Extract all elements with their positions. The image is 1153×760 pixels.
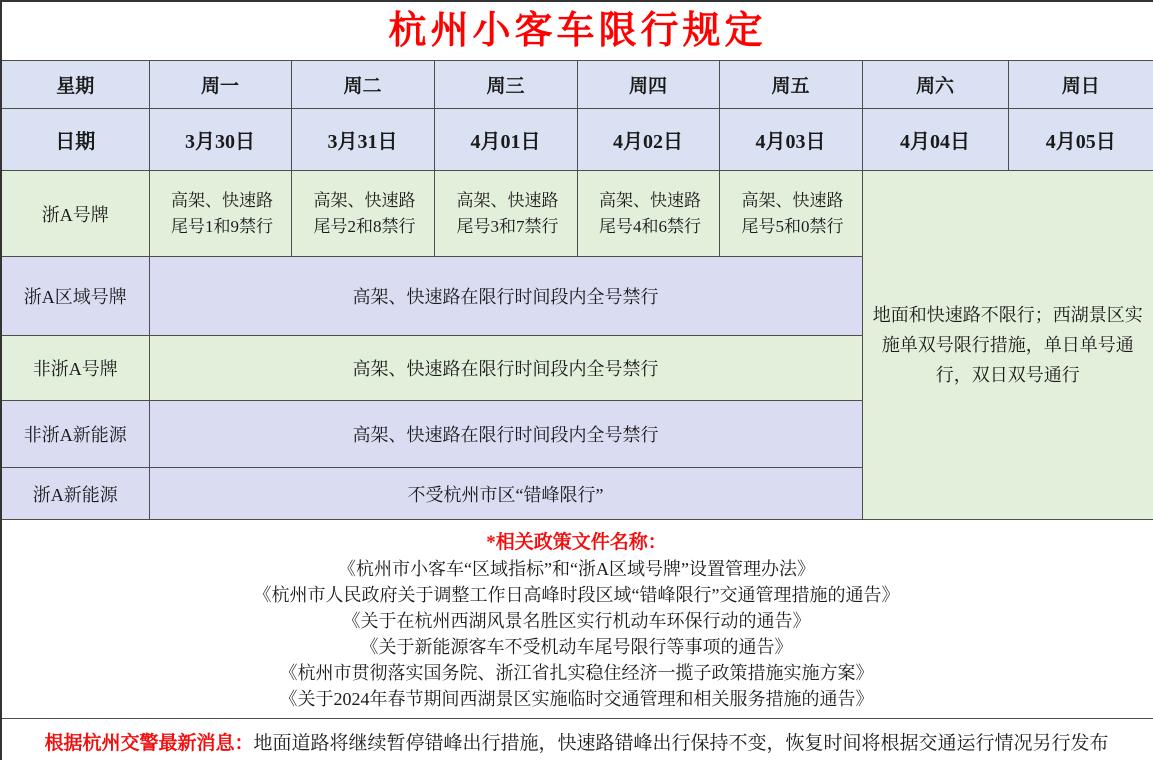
policy-item: 《杭州市小客车“区域指标”和“浙A区域号牌”设置管理办法》: [338, 559, 815, 579]
tail-cell-line: 高架、快速路: [171, 190, 273, 210]
tail-cell-wed: [434, 171, 577, 257]
tail-cell-line: 尾号1和9禁行: [171, 216, 273, 236]
date-wed: 4月01日: [434, 109, 577, 171]
date-thu: 4月02日: [577, 109, 719, 171]
tail-cell-line: 尾号4和6禁行: [599, 216, 701, 236]
row-label-non-zhea: 非浙A号牌: [1, 336, 149, 401]
tail-cell-mon: [149, 171, 291, 257]
title-cell: [1, 1, 1153, 61]
rule-cell-non-zhea-nev: 高架、快速路在限行时间段内全号禁行: [149, 401, 862, 468]
date-mon: 3月30日: [149, 109, 291, 171]
rule-cell-zhea-regional: 高架、快速路在限行时间段内全号禁行: [149, 257, 862, 336]
tail-cell-line: 尾号5和0禁行: [741, 216, 844, 236]
tail-cell-line: 尾号3和7禁行: [456, 216, 559, 236]
rule-cell-non-zhea: 高架、快速路在限行时间段内全号禁行: [149, 336, 862, 401]
row-zhea-plate: [1, 171, 1153, 257]
tail-cell-line: 高架、快速路: [599, 190, 701, 210]
page-title: 杭州小客车限行规定: [388, 10, 767, 52]
title-row: [1, 1, 1153, 61]
policy-section-row: [1, 520, 1153, 719]
tail-cell-tue: [291, 171, 434, 257]
row-label-zhea-nev: 浙A新能源: [1, 468, 149, 520]
date-header-label: 日期: [1, 109, 149, 171]
weekday-header-label: 星期: [1, 61, 149, 109]
date-tue: 3月31日: [291, 109, 434, 171]
notice-row: [1, 719, 1153, 760]
policy-heading: *相关政策文件名称：: [486, 532, 667, 553]
weekday-wed: 周三: [434, 61, 577, 109]
date-sat: 4月04日: [862, 109, 1008, 171]
tail-cell-fri: [719, 171, 862, 257]
policy-item: 《关于在杭州西湖风景名胜区实行机动车环保行动的通告》: [342, 611, 811, 631]
tail-cell-line: 高架、快速路: [456, 190, 559, 210]
policy-item: 《关于2024年春节期间西湖景区实施临时交通管理和相关服务措施的通告》: [279, 689, 874, 709]
policy-section: [1, 520, 1153, 719]
notice-label: 根据杭州交警最新消息：: [44, 732, 254, 754]
row-label-zhea-plate: 浙A号牌: [1, 171, 149, 257]
weekday-sat: 周六: [862, 61, 1008, 109]
date-sun: 4月05日: [1008, 109, 1153, 171]
notice-text: 地面道路将继续暂停错峰出行措施，快速路错峰出行保持不变，恢复时间将根据交通运行情况另行发布: [253, 732, 1109, 754]
weekday-mon: 周一: [149, 61, 291, 109]
row-label-zhea-regional: 浙A区域号牌: [1, 257, 149, 336]
weekend-note-cell: 地面和快速路不限行；西湖景区实施单双号限行措施，单日单号通行，双日双号通行: [862, 171, 1153, 520]
date-header-row: [1, 109, 1153, 171]
tail-cell-line: 高架、快速路: [741, 190, 844, 210]
policy-item: 《杭州市贯彻落实国务院、浙江省扎实稳住经济一揽子政策措施实施方案》: [279, 663, 874, 683]
rule-cell-zhea-nev: 不受杭州市区“错峰限行”: [149, 468, 862, 520]
notice-section: [1, 719, 1153, 760]
weekday-header-row: [1, 61, 1153, 109]
policy-item: 《关于新能源客车不受机动车尾号限行等事项的通告》: [360, 637, 793, 657]
row-label-non-zhea-nev: 非浙A新能源: [1, 401, 149, 468]
tail-cell-line: 尾号2和8禁行: [313, 216, 416, 236]
date-fri: 4月03日: [719, 109, 862, 171]
tail-cell-thu: [577, 171, 719, 257]
weekday-fri: 周五: [719, 61, 862, 109]
weekday-sun: 周日: [1008, 61, 1153, 109]
weekday-tue: 周二: [291, 61, 434, 109]
tail-cell-line: 高架、快速路: [313, 190, 416, 210]
weekday-thu: 周四: [577, 61, 719, 109]
policy-item: 《杭州市人民政府关于调整工作日高峰时段区域“错峰限行”交通管理措施的通告》: [253, 585, 900, 605]
